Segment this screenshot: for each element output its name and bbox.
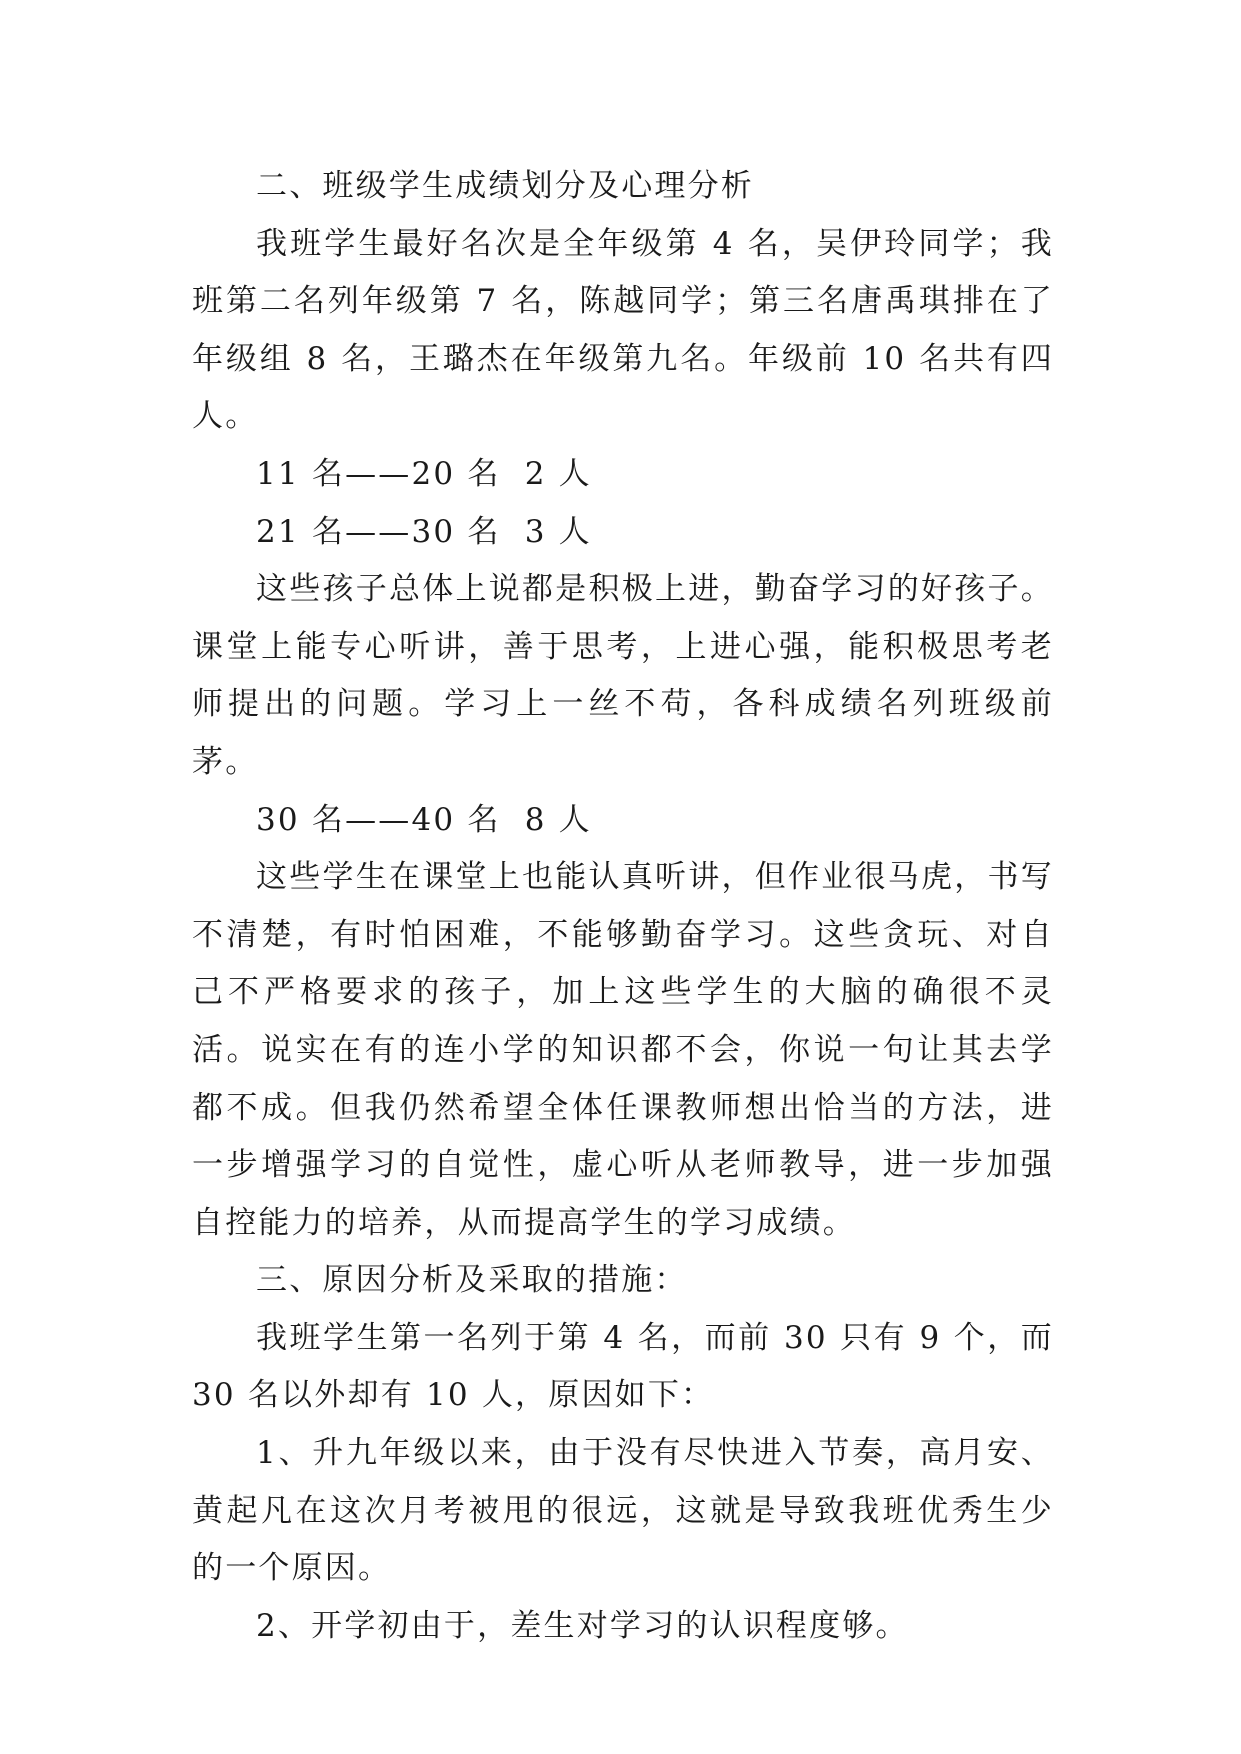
list-item-1: 1、升九年级以来，由于没有尽快进入节奏，高月安、黄起凡在这次月考被甩的很远，这就是导致我班优秀生少的一个原因。 — [192, 1435, 1054, 1587]
rank-range-21-30: 21 名——30 名 3 人 — [256, 513, 592, 550]
paragraph-cause-summary: 我班学生第一名列于第 4 名，而前 30 只有 9 个，而 30 名以外却有 10 人，原因如下： — [192, 1319, 1054, 1414]
section-heading-3: 三、原因分析及采取的措施： — [256, 1262, 688, 1299]
paragraph-weak-students: 这些学生在课堂上也能认真听讲，但作业很马虎，书写不清楚，有时怕困难，不能够勤奋学习。这些贪玩、对自己不严格要求的孩子，加上这些学生的大脑的确很不灵活。说实在有的连小学的知识都不会，你说一句让其去学都不成。但我仍然希望全体任课教师想出恰当的方法，进一步增强学习的自觉性，虚心听从老师教导，进一步加强自控能力的培养，从而提高学生的学习成绩。 — [192, 859, 1054, 1241]
rank-range-30-40: 30 名——40 名 8 人 — [256, 801, 592, 838]
list-item-2: 2、开学初由于，差生对学习的认识程度够。 — [256, 1607, 909, 1644]
paragraph-top-rank: 我班学生最好名次是全年级第 4 名，吴伊玲同学；我班第二名列年级第 7 名，陈越同学；第三名唐禹琪排在了年级组 8 名，王璐杰在年级第九名。年级前 10 名共有四人。 — [192, 225, 1054, 435]
paragraph-good-students: 这些孩子总体上说都是积极上进，勤奋学习的好孩子。课堂上能专心听讲，善于思考，上进心强，能积极思考老师提出的问题。学习上一丝不苟，各科成绩名列班级前茅。 — [192, 571, 1054, 780]
document-body — [192, 158, 1054, 1655]
rank-range-11-20: 11 名——20 名 2 人 — [256, 455, 592, 492]
section-heading-2: 二、班级学生成绩划分及心理分析 — [256, 168, 754, 204]
